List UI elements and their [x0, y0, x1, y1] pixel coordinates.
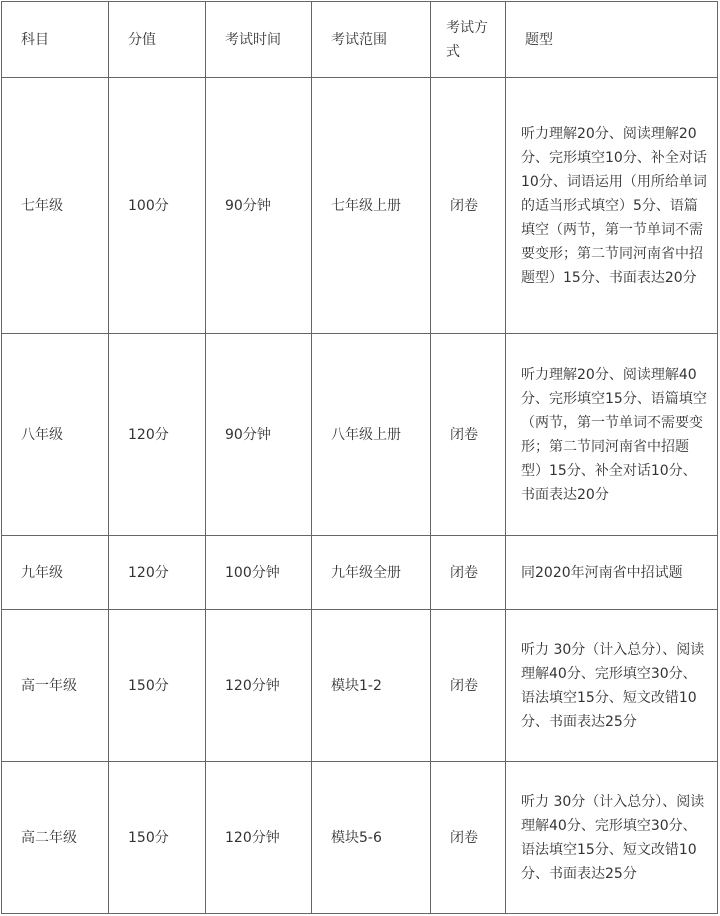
table-row [2, 334, 718, 536]
cell-subject: 九年级 [2, 536, 109, 610]
cell-time: 90分钟 [206, 78, 312, 334]
cell-score: 150分 [109, 762, 206, 914]
cell-scope: 模块5-6 [312, 762, 431, 914]
cell-time: 120分钟 [206, 610, 312, 762]
cell-method: 闭卷 [431, 610, 506, 762]
cell-score: 100分 [109, 78, 206, 334]
cell-method: 闭卷 [431, 334, 506, 536]
cell-method: 闭卷 [431, 78, 506, 334]
cell-subject: 七年级 [2, 78, 109, 334]
table-row [2, 762, 718, 914]
cell-method: 闭卷 [431, 536, 506, 610]
cell-score: 120分 [109, 334, 206, 536]
table-row [2, 78, 718, 334]
header-subject: 科目 [2, 2, 109, 78]
table-row [2, 610, 718, 762]
cell-subject: 高一年级 [2, 610, 109, 762]
header-method: 考试方式 [431, 2, 506, 78]
cell-scope: 八年级上册 [312, 334, 431, 536]
table-header-row [2, 2, 718, 78]
cell-type: 听力理解20分、阅读理解40分、完形填空15分、语篇填空（两节，第一节单词不需要变形；第二节同河南省中招题型）15分、补全对话10分、书面表达20分 [506, 334, 718, 536]
cell-time: 120分钟 [206, 762, 312, 914]
exam-schedule-table [1, 1, 718, 914]
cell-time: 100分钟 [206, 536, 312, 610]
header-time: 考试时间 [206, 2, 312, 78]
cell-time: 90分钟 [206, 334, 312, 536]
table-row [2, 536, 718, 610]
cell-type: 同2020年河南省中招试题 [506, 536, 718, 610]
cell-score: 120分 [109, 536, 206, 610]
cell-scope: 九年级全册 [312, 536, 431, 610]
cell-scope: 七年级上册 [312, 78, 431, 334]
cell-score: 150分 [109, 610, 206, 762]
header-score: 分值 [109, 2, 206, 78]
header-type: 题型 [506, 2, 718, 78]
cell-type: 听力 30分（计入总分）、阅读理解40分、完形填空30分、语法填空15分、短文改错10分、书面表达25分 [506, 610, 718, 762]
cell-type: 听力 30分（计入总分）、阅读理解40分、完形填空30分、语法填空15分、短文改错10分、书面表达25分 [506, 762, 718, 914]
cell-method: 闭卷 [431, 762, 506, 914]
cell-subject: 高二年级 [2, 762, 109, 914]
cell-type: 听力理解20分、阅读理解20分、完形填空10分、补全对话10分、词语运用（用所给单词的适当形式填空）5分、语篇填空（两节，第一节单词不需要变形；第二节同河南省中招题型）15分、书面表达20分 [506, 78, 718, 334]
cell-scope: 模块1-2 [312, 610, 431, 762]
header-scope: 考试范围 [312, 2, 431, 78]
cell-subject: 八年级 [2, 334, 109, 536]
